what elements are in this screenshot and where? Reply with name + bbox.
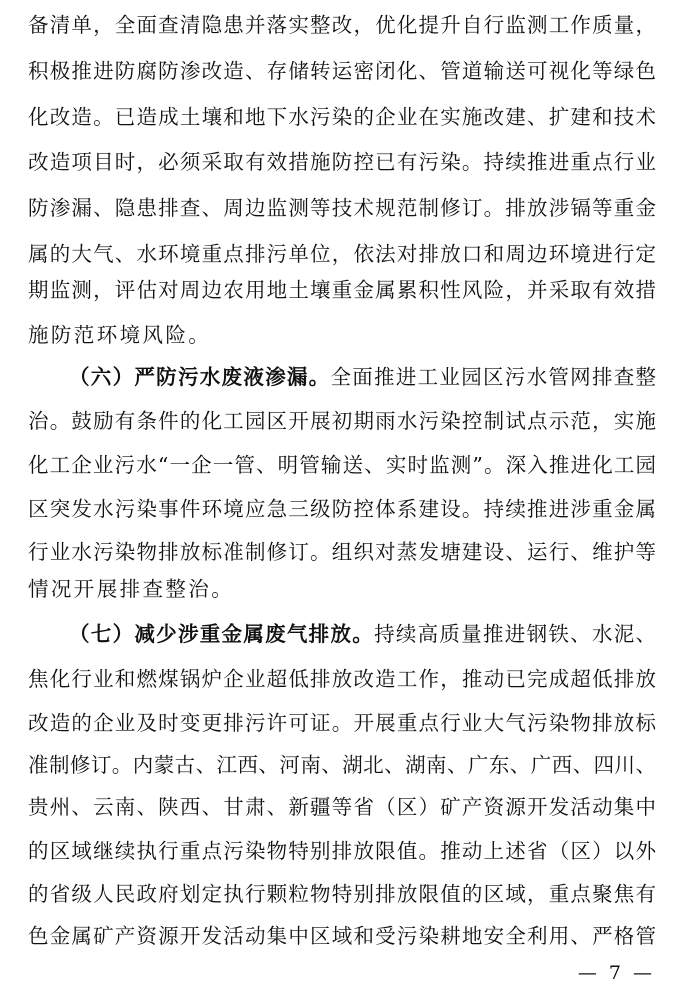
body-text-line: 化改造。已造成土壤和地下水污染的企业在实施改建、扩建和技术 [28, 105, 656, 129]
body-text-line: 情况开展排查整治。 [28, 577, 235, 601]
body-text-line: 的省级人民政府划定执行颗粒物特别排放限值的区域，重点聚焦有 [28, 882, 656, 906]
body-text-line: 施防范环境风险。 [28, 323, 212, 347]
body-text-line: 期监测，评估对周边农用地土壤重金属累积性风险，并采取有效措 [28, 278, 656, 302]
section-seven-first-text: 持续高质量推进钢铁、水泥、 [374, 622, 657, 646]
body-text-line: 改造的企业及时变更排污许可证。开展重点行业大气污染物排放标 [28, 711, 656, 735]
body-text-line: 改造项目时，必须采取有效措施防控已有污染。持续推进重点行业 [28, 150, 656, 174]
page-number: — 7 — [577, 962, 655, 984]
body-text-line: 焦化行业和燃煤锅炉企业超低排放改造工作，推动已完成超低排放 [28, 667, 656, 691]
section-six-number: （六） [69, 365, 135, 389]
section-seven-heading-line [69, 615, 656, 653]
body-text-line: 色金属矿产资源开发活动集中区域和受污染耕地安全利用、严格管 [28, 924, 656, 948]
body-text-line: 化工企业污水“一企一管、明管输送、实时监测”。深入推进化工园 [28, 453, 656, 477]
section-six-heading-line [69, 358, 656, 396]
body-text-line: 治。鼓励有条件的化工园区开展初期雨水污染控制试点示范，实施 [28, 409, 656, 433]
section-seven-title: 减少涉重金属废气排放。 [134, 622, 375, 646]
body-text-line: 的区域继续执行重点污染物特别排放限值。推动上述省（区）以外 [28, 839, 656, 863]
body-text-line: 防渗漏、隐患排查、周边监测等技术规范制修订。排放涉镉等重金 [28, 196, 656, 220]
section-six-first-text: 全面推进工业园区污水管网排查整 [330, 365, 657, 389]
body-text-line: 准制修订。内蒙古、江西、河南、湖北、湖南、广东、广西、四川、 [28, 753, 656, 777]
body-text-line: 区突发水污染事件环境应急三级防控体系建设。持续推进涉重金属 [28, 497, 656, 521]
section-six-title: 严防污水废液渗漏。 [134, 365, 331, 389]
body-text-line: 积极推进防腐防渗改造、存储转运密闭化、管道输送可视化等绿色 [28, 59, 656, 83]
body-text-line: 行业水污染物排放标准制修订。组织对蒸发塘建设、运行、维护等 [28, 540, 656, 564]
body-text-line: 贵州、云南、陕西、甘肃、新疆等省（区）矿产资源开发活动集中 [28, 795, 656, 819]
section-seven-number: （七） [69, 622, 135, 646]
body-text-line: 备清单，全面查清隐患并落实整改，优化提升自行监测工作质量， [28, 13, 656, 37]
body-text-line: 属的大气、水环境重点排污单位，依法对排放口和周边环境进行定 [28, 242, 656, 266]
